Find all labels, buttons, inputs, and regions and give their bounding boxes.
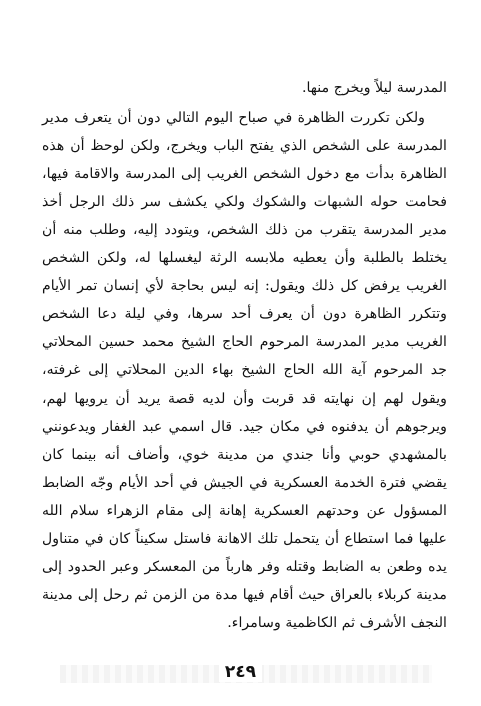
- body-text: [42, 74, 447, 637]
- page-number-text: ٢٤٩: [219, 662, 262, 682]
- page-number: [0, 659, 481, 685]
- paragraph-2: ولكن تكررت الظاهرة في صباح اليوم التالي دون أن يتعرف مدير المدرسة على الشخص الذي يفتح الباب ويخرج، ولكن لوحظ أن هذه الظاهرة بدأت مع دخول الشخص الغريب إلى المدرسة والاقامة فيها، فحامت حوله الشبهات والشكوك ولكي يكشف سر ذلك الرجل أخذ مدير المدرسة يتقرب من ذلك الشخص، ويتودد إليه، وطلب منه أن يختلط بالطلبة وأن يعطيه ملابسه الرثة ليغسلها له، ولكن الشخص الغريب يرفض كل ذلك ويقول: إنه ليس بحاجة لأي إنسان تمر الأيام وتتكرر الظاهرة دون أن يعرف أحد سرها، وفي ليلة دعا الشخص الغريب مدير المدرسة المرحوم الحاج الشيخ محمد حسين المحلاتي جد المرحوم آية الله الحاج الشيخ بهاء الدين المحلاتي إلى غرفته، ويقول لهم إن نهايته قد قربت وأن لديه قصة يريد أن يرويها لهم، ويرجوهم أن يدفنوه في مكان جيد. قال اسمي عبد الغفار ويدعونني بالمشهدي حوبي وأنا جندي من مدينة خوي، وأضاف أنه بينما كان يقضي فترة الخدمة العسكرية في الجيش في أحد الأيام وجّه الضابط المسؤول عن وحدتهم العسكرية إهانة إلى مقام الزهراء سلام الله عليها فما استطاع أن يتحمل تلك الاهانة فاستل سكيناً كان في متناول يده وطعن به الضابط وقتله وفر هارباً من المعسكر وعبر الحدود إلى مدينة كربلاء بالعراق حيث أقام فيها مدة من الزمن ثم رحل إلى مدينة النجف الأشرف ثم الكاظمية وسامراء.: [42, 110, 447, 631]
- paragraph-1: المدرسة ليلاً ويخرج منها.: [301, 80, 447, 96]
